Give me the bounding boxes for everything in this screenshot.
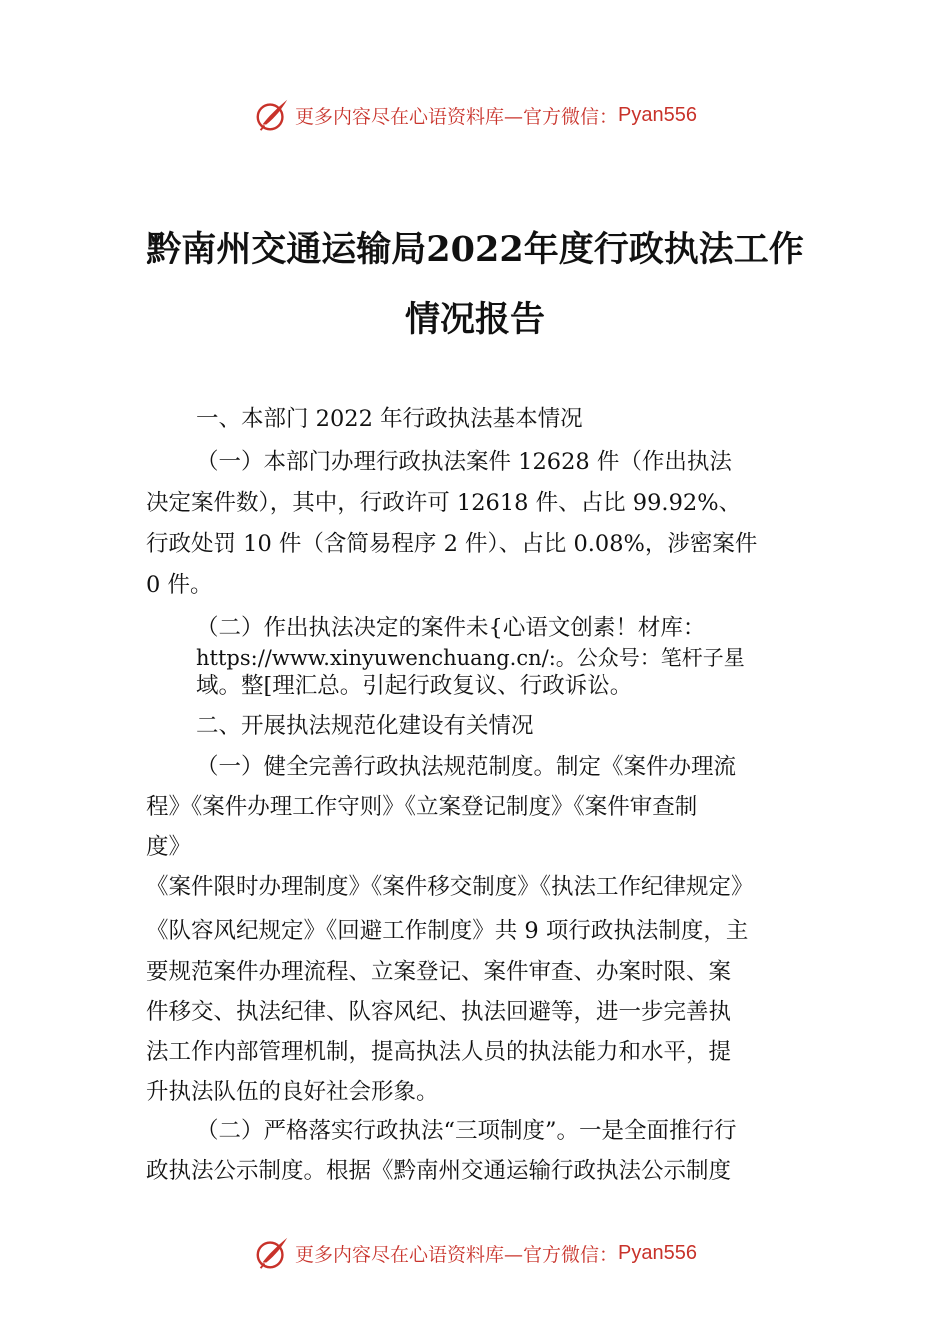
paragraph-line: 程》《案件办理工作守则》《立案登记制度》《案件审查制 xyxy=(146,794,698,820)
paragraph-line: （一）本部门办理行政执法案件 12628 件（作出执法 xyxy=(196,449,732,475)
paragraph-line: 件移交、执法纪律、队容风纪、执法回避等，进一步完善执 xyxy=(146,999,732,1025)
quill-pen-logo-icon xyxy=(253,1234,291,1272)
section-heading-1: 一、本部门 2022 年行政执法基本情况 xyxy=(196,406,583,432)
document-title-line-2: 情况报告 xyxy=(404,299,545,340)
watermark-text: 更多内容尽在心语资料库—官方微信： xyxy=(295,1243,619,1266)
paragraph-line: 要规范案件办理流程、立案登记、案件审查、办案时限、案 xyxy=(146,959,732,985)
section-heading-2: 二、开展执法规范化建设有关情况 xyxy=(196,713,534,739)
paragraph-line: （二）作出执法决定的案件未{心语文创素！材库： xyxy=(196,615,706,641)
paragraph-line: 《案件限时办理制度》《案件移交制度》《执法工作纪律规定》 xyxy=(146,874,754,900)
paragraph-line: （二）严格落实行政执法“三项制度”。一是全面推行行 xyxy=(196,1118,737,1144)
watermark-text: 更多内容尽在心语资料库—官方微信： xyxy=(295,105,619,128)
watermark-wechat-id: Pyan556 xyxy=(618,1241,697,1264)
paragraph-line: 0 件。 xyxy=(146,572,213,598)
paragraph-line: 行政处罚 10 件（含简易程序 2 件）、占比 0.08%，涉密案件 xyxy=(146,531,758,557)
paragraph-line: （一）健全完善行政执法规范制度。制定《案件办理流 xyxy=(196,754,737,780)
paragraph-line: 《队容风纪规定》《回避工作制度》共 9 项行政执法制度，主 xyxy=(146,918,749,944)
watermark-wechat-id: Pyan556 xyxy=(618,103,697,126)
paragraph-line: 度》 xyxy=(146,834,192,860)
document-title-line-1: 黔南州交通运输局2022年度行政执法工作 xyxy=(146,229,804,270)
paragraph-line: 决定案件数），其中，行政许可 12618 件、占比 99.92%、 xyxy=(146,490,742,516)
paragraph-line: https://www.xinyuwenchuang.cn/:。公众号：笔杆子星 xyxy=(196,646,745,670)
paragraph-line: 域。整[理汇总。引起行政复议、行政诉讼。 xyxy=(196,673,633,699)
watermark-footer xyxy=(0,1231,950,1275)
paragraph-line: 政执法公示制度。根据《黔南州交通运输行政执法公示制度 xyxy=(146,1158,732,1184)
paragraph-line: 升执法队伍的良好社会形象。 xyxy=(146,1079,439,1105)
paragraph-line: 法工作内部管理机制，提高执法人员的执法能力和水平，提 xyxy=(146,1039,732,1065)
